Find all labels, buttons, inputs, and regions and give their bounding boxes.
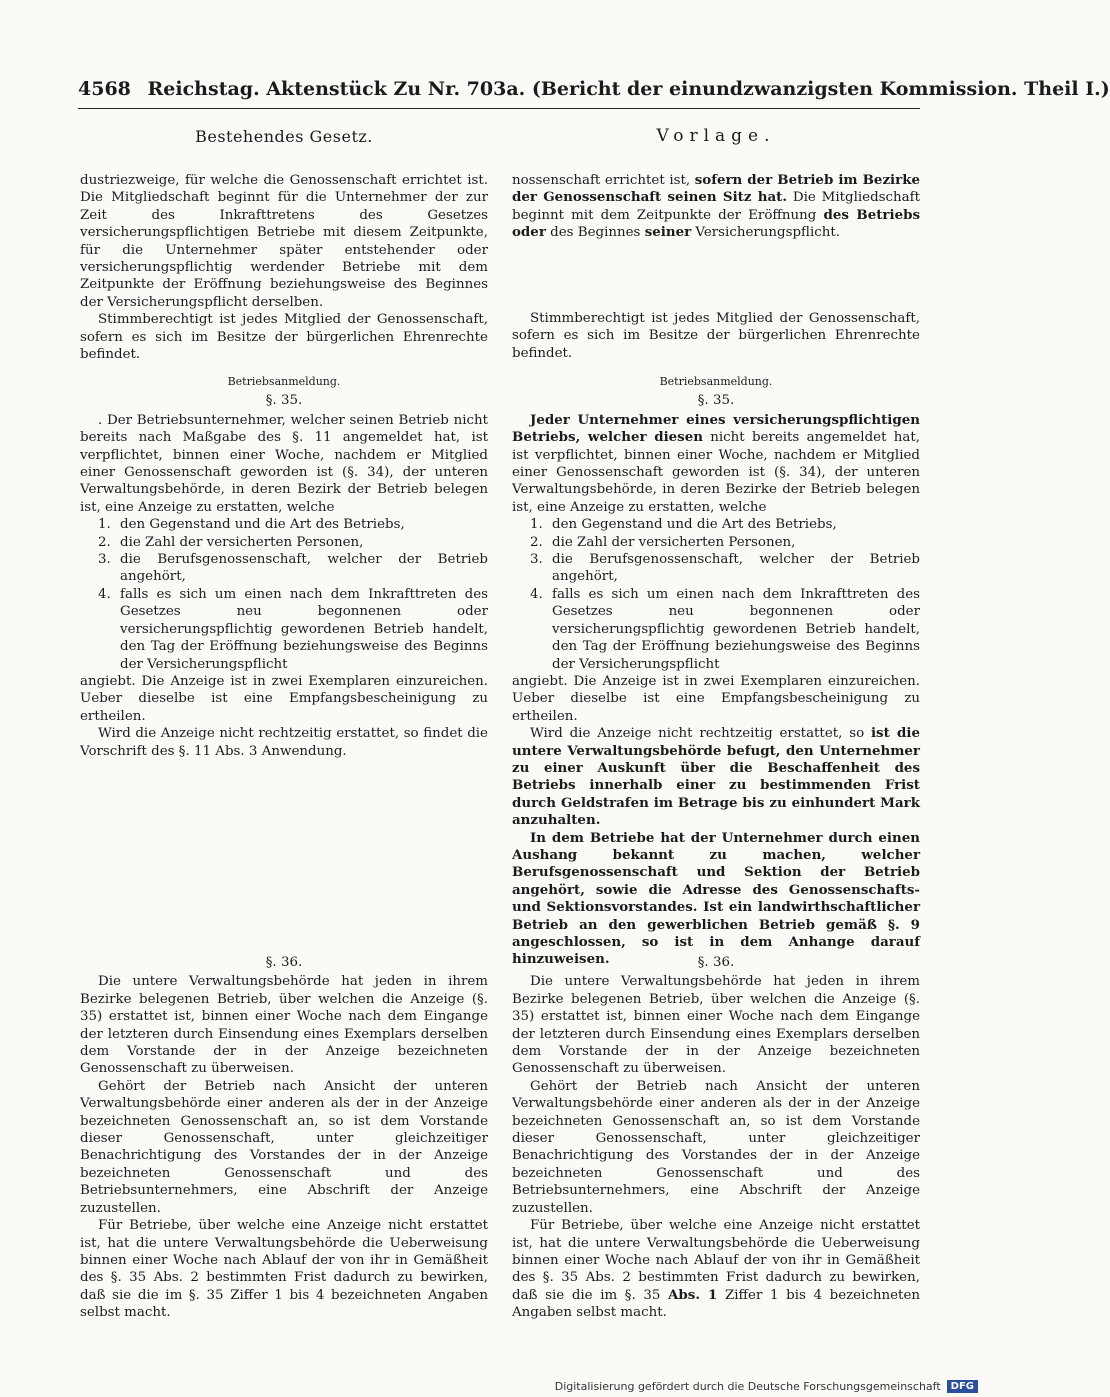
left-section-number-36: §. 36. (265, 955, 303, 970)
right-35-list (512, 516, 920, 673)
left-section-36 (80, 954, 488, 1322)
running-title: Reichstag. Aktenstück Zu Nr. 703a. (Bericht der einundzwanzigsten Kommission. Theil I.) (147, 78, 1110, 100)
right-35-end: angiebt. Die Anzeige ist in zwei Exemplaren einzureichen. Ueber dieselbe ist eine Empfangsbescheinigung zu ertheilen. (512, 673, 920, 724)
right-35-new-paragraph: In dem Betriebe hat der Unternehmer durch einen Aushang bekannt zu machen, welcher Berufsgenossenschaft und Sektion der Betrieb angehört, sowie die Adresse des Genossenschafts- und Sektionsvorstandes. Ist ein landwirthschaftlicher Betrieb an den gewerblichen Betrieb gemäß §. 9 angeschlossen, so ist in dem Anhange darauf hinzuweisen. (512, 829, 920, 968)
right-36-p1: Die untere Verwaltungsbehörde hat jeden in ihrem Bezirke belegenen Betrieb, über welchen die Anzeige (§. 35) erstattet ist, binnen einer Woche nach dem Eingange der letzteren durch Einsendung eines Exemplars derselben dem Vorstande der in der Anzeige bezeichneten Genossenschaft zu überweisen. (512, 974, 920, 1077)
left-section-35 (80, 373, 488, 760)
right-section-number-35: §. 35. (697, 393, 735, 409)
list-item: 1. den Gegenstand und die Art des Betriebs, (530, 517, 837, 533)
left-36-p3: Für Betriebe, über welche eine Anzeige nicht erstattet ist, hat die untere Verwaltungsbehörde die Ueberweisung binnen einer Woche nach Ablauf der von ihr in Gemäßheit des §. 35 Abs. 2 bestimmten Frist dadurch zu bewirken, daß sie die im §. 35 Ziffer 1 bis 4 bezeichneten Angaben selbst macht. (80, 1218, 488, 1321)
list-item: 3. die Berufsgenossenschaft, welcher der Betrieb angehört, (530, 552, 920, 585)
page-header (78, 78, 1110, 100)
right-35-late: Wird die Anzeige nicht rechtzeitig erstattet, so ist die untere Verwaltungsbehörde befugt, den Unternehmer zu einer Auskunft über die Beschaffenheit des Betriebs innerhalb einer zu bestimmenden Frist durch Geldstrafen im Betrage bis zu einhundert Mark anzuhalten. (512, 725, 920, 829)
right-36-p3: Für Betriebe, über welche eine Anzeige nicht erstattet ist, hat die untere Verwaltungsbehörde die Ueberweisung binnen einer Woche nach Ablauf der von ihr in Gemäßheit des §. 35 Abs. 2 bestimmten Frist dadurch zu bewirken, daß sie die im §. 35 Abs. 1 Ziffer 1 bis 4 bezeichneten Angaben selbst macht. (512, 1218, 920, 1321)
left-35-list (80, 516, 488, 673)
header-rule (78, 108, 920, 109)
left-section-number-35: §. 35. (265, 393, 303, 409)
right-35-lead: Jeder Unternehmer eines versicherungspflichtigen Betriebs, welcher diesen nicht bereits angemeldet hat, ist verpflichtet, binnen einer Woche, nachdem er Mitglied einer Genossenschaft geworden ist (§. 34), der unteren Verwaltungsbehörde, in deren Bezirke der Betrieb belegen ist, eine Anzeige zu erstatten, welche (512, 411, 920, 515)
page-number: 4568 (78, 78, 131, 100)
left-intro-block (80, 172, 488, 363)
dfg-logo-icon: DFG (947, 1380, 978, 1393)
column-heading-left: Bestehendes Gesetz. (195, 127, 373, 146)
right-subheading-35: Betriebsanmeldung. (659, 375, 773, 388)
right-intro-paragraph: nossenschaft errichtet ist, sofern der Betrieb im Bezirke der Genossenschaft seinen Sitz hat. Die Mitgliedschaft beginnt mit dem Zeitpunkte der Eröffnung des Betriebs oder des Beginnes seiner Versicherungspflicht. (512, 172, 920, 241)
left-35-end: angiebt. Die Anzeige ist in zwei Exemplaren einzureichen. Ueber dieselbe ist eine Empfangsbescheinigung zu ertheilen. (80, 673, 488, 724)
credit-text: Digitalisierung gefördert durch die Deutsche Forschungsgemeinschaft (554, 1380, 941, 1393)
right-vote-block (512, 310, 920, 362)
column-proposal (512, 126, 920, 1321)
list-item: 2. die Zahl der versicherten Personen, (530, 534, 796, 550)
right-section-35 (512, 373, 920, 969)
right-section-number-36: §. 36. (697, 955, 735, 970)
left-35-late: Wird die Anzeige nicht rechtzeitig erstattet, so findet die Vorschrift des §. 11 Abs. 3 Anwendung. (80, 726, 488, 759)
list-item: 4. falls es sich um einen nach dem Inkrafttreten des Gesetzes neu begonnenen oder versicherungspflichtig gewordenen Betrieb handelt, den Tag der Eröffnung beziehungsweise des Beginns der Versicherungspflicht (530, 586, 920, 672)
right-intro-block (512, 172, 920, 242)
list-item: 3. die Berufsgenossenschaft, welcher der Betrieb angehört, (98, 552, 488, 585)
list-item: 1. den Gegenstand und die Art des Betriebs, (98, 517, 405, 533)
right-vote-paragraph: Stimmberechtigt ist jedes Mitglied der Genossenschaft, sofern es sich im Besitze der bürgerlichen Ehrenrechte befindet. (512, 311, 920, 361)
digitization-credit (555, 1380, 978, 1393)
left-intro-paragraph: dustriezweige, für welche die Genossenschaft errichtet ist. Die Mitgliedschaft beginnt für die Unternehmer der zur Zeit des Inkrafttretens des Gesetzes versicherungspflichtigen Betriebe mit diesem Zeitpunkte, für die Unternehmer später entstehender oder versicherungspflichtig werdender Betriebe mit dem Zeitpunkte der Eröffnung beziehungsweise des Beginnes der Versicherungspflicht derselben. (80, 173, 488, 310)
column-heading-right: Vorlage. (656, 126, 776, 146)
list-item: 4. falls es sich um einen nach dem Inkrafttreten des Gesetzes neu begonnenen oder versicherungspflichtig gewordenen Betrieb handelt, den Tag der Eröffnung beziehungsweise des Beginns der Versicherungspflicht (98, 586, 488, 672)
right-section-36 (512, 954, 920, 1322)
left-36-p1: Die untere Verwaltungsbehörde hat jeden in ihrem Bezirke belegenen Betrieb, über welchen die Anzeige (§. 35) erstattet ist, binnen einer Woche nach dem Eingange der letzteren durch Einsendung eines Exemplars derselben dem Vorstande der in der Anzeige bezeichneten Genossenschaft zu überweisen. (80, 974, 488, 1077)
left-vote-paragraph: Stimmberechtigt ist jedes Mitglied der Genossenschaft, sofern es sich im Besitze der bürgerlichen Ehrenrechte befindet. (80, 312, 488, 363)
left-35-lead: . Der Betriebsunternehmer, welcher seinen Betrieb nicht bereits nach Maßgabe des §. 11 angemeldet hat, ist verpflichtet, binnen einer Woche, nachdem er Mitglied einer Genossenschaft geworden ist (§. 34), der unteren Verwaltungsbehörde, in deren Bezirk der Betrieb belegen ist, eine Anzeige zu erstatten, welche (80, 412, 488, 515)
left-36-p2: Gehört der Betrieb nach Ansicht der unteren Verwaltungsbehörde einer anderen als der in der Anzeige bezeichneten Genossenschaft an, so ist dem Vorstande dieser Genossenschaft, unter gleichzeitiger Benachrichtigung des Vorstandes der in der Anzeige bezeichneten Genossenschaft und des Betriebsunternehmers, eine Abschrift der Anzeige zuzustellen. (80, 1078, 488, 1216)
left-subheading-35: Betriebsanmeldung. (227, 375, 341, 388)
right-36-p2: Gehört der Betrieb nach Ansicht der unteren Verwaltungsbehörde einer anderen als der in der Anzeige bezeichneten Genossenschaft an, so ist dem Vorstande dieser Genossenschaft, unter gleichzeitiger Benachrichtigung des Vorstandes der in der Anzeige bezeichneten Genossenschaft und des Betriebsunternehmers, eine Abschrift der Anzeige zuzustellen. (512, 1078, 920, 1216)
list-item: 2. die Zahl der versicherten Personen, (98, 534, 364, 550)
column-existing-law (80, 127, 488, 1321)
